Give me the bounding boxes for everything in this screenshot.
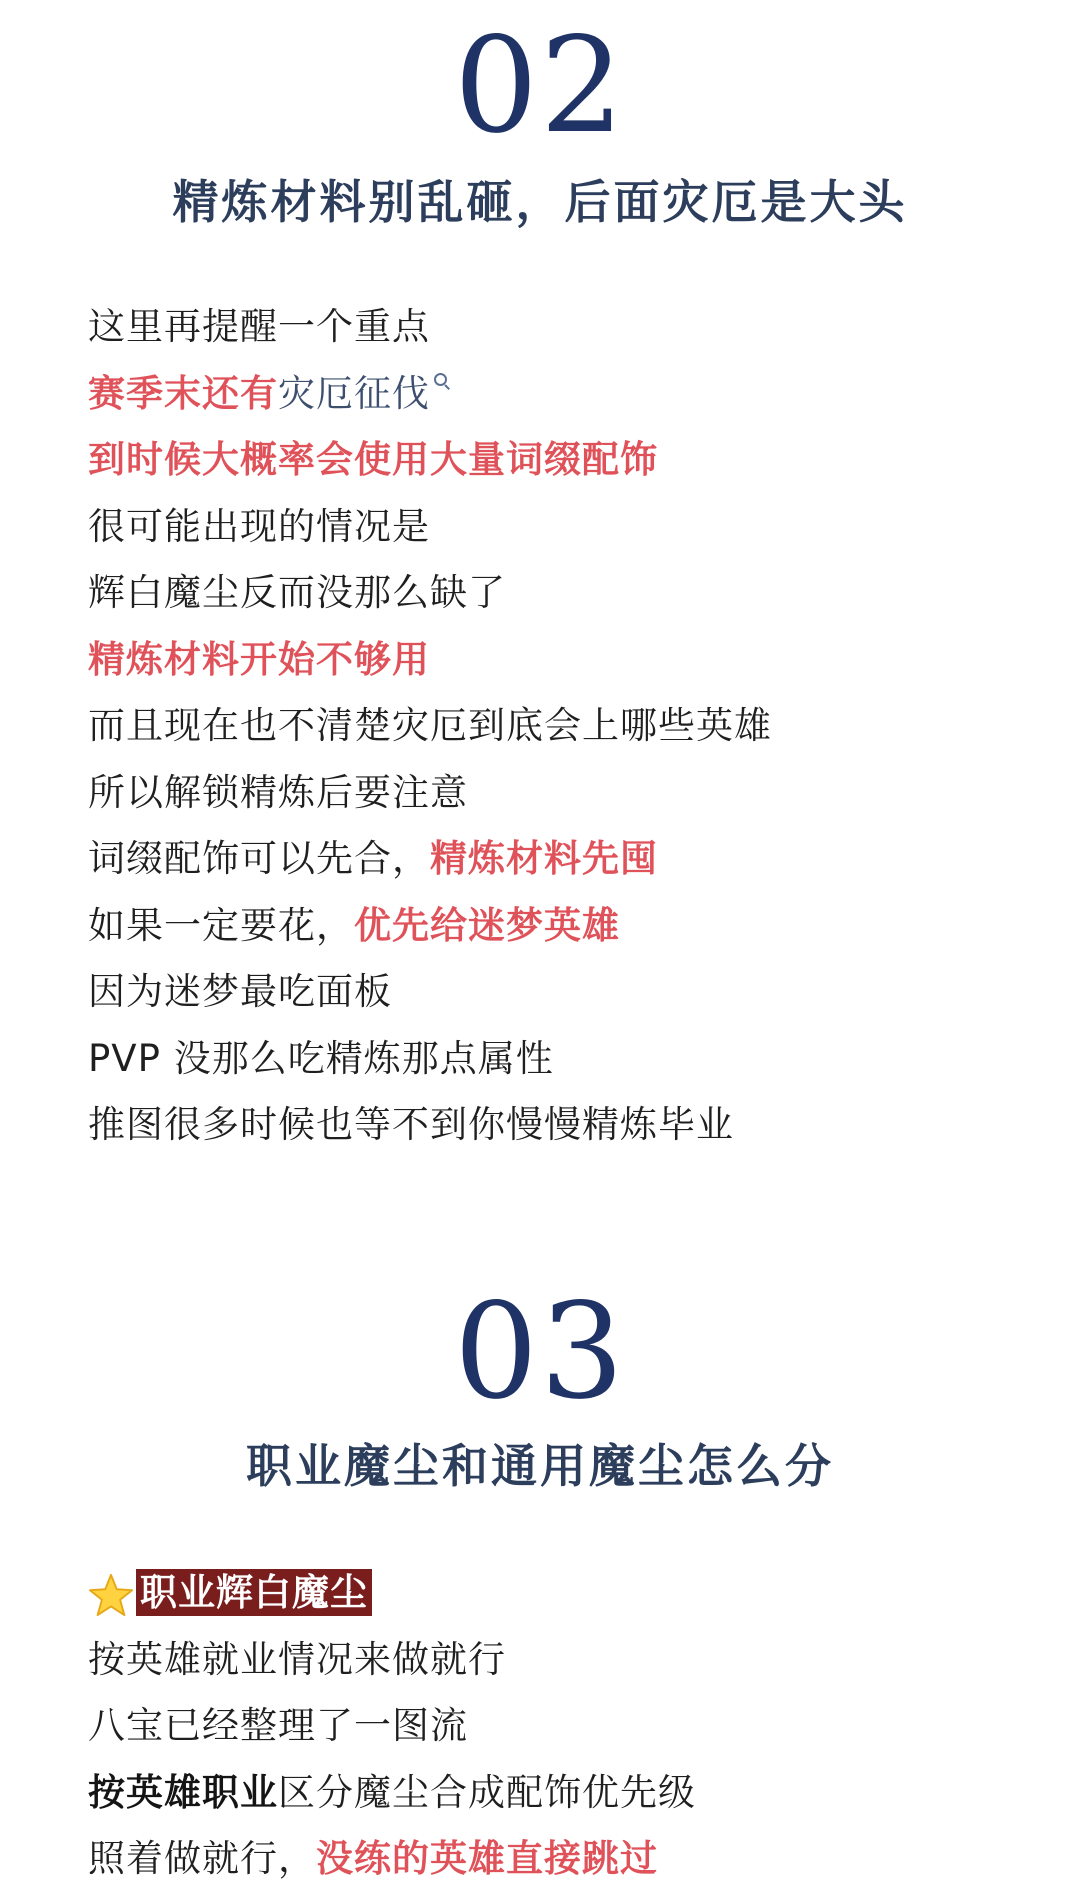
text-segment: 如果一定要花， — [88, 903, 354, 947]
star-icon — [88, 1573, 134, 1617]
text-segment: 照着做就行， — [88, 1837, 316, 1880]
section-body — [88, 1560, 1038, 1893]
text-line — [88, 893, 1038, 960]
text-line: PVP 没那么吃精炼那点属性 — [88, 1036, 554, 1080]
highlight-text: 优先给迷梦英雄 — [354, 903, 620, 947]
search-icon[interactable] — [434, 373, 450, 389]
section-number: 02 — [454, 9, 626, 163]
highlight-line: 到时候大概率会使用大量词缀配饰 — [88, 438, 658, 481]
text-line — [88, 361, 1038, 428]
section-number: 03 — [454, 1275, 626, 1429]
text-line: 很可能出现的情况是 — [88, 504, 430, 548]
highlight-text: 没练的英雄直接跳过 — [316, 1837, 658, 1880]
section-body — [88, 294, 1038, 1159]
text-line: 这里再提醒一个重点 — [88, 305, 430, 348]
section-title: 职业魔尘和通用魔尘怎么分 — [246, 1439, 834, 1493]
highlight-line: 精炼材料开始不够用 — [88, 637, 430, 681]
highlight-text: 精炼材料先囤 — [430, 837, 658, 880]
text-line — [88, 1826, 1038, 1893]
text-line: 辉白魔尘反而没那么缺了 — [88, 571, 506, 614]
text-line: 所以解锁精炼后要注意 — [88, 770, 468, 814]
text-line: 而且现在也不清楚灾厄到底会上哪些英雄 — [88, 704, 772, 747]
text-line: 推图很多时候也等不到你慢慢精炼毕业 — [88, 1103, 734, 1146]
text-line — [88, 826, 1038, 893]
section-title: 精炼材料别乱砸，后面灾厄是大头 — [172, 175, 908, 229]
text-line — [88, 1760, 1038, 1827]
search-link[interactable]: 灾厄征伐 — [278, 371, 430, 415]
text-segment: 词缀配饰可以先合， — [88, 837, 430, 880]
text-line: 按英雄就业情况来做就行 — [88, 1637, 506, 1681]
highlight-text: 赛季末还有 — [88, 371, 278, 415]
text-segment: 区分魔尘合成配饰优先级 — [278, 1770, 696, 1814]
text-line: 八宝已经整理了一图流 — [88, 1704, 468, 1747]
text-line: 因为迷梦最吃面板 — [88, 970, 392, 1013]
bold-text: 按英雄职业 — [88, 1770, 278, 1814]
highlighted-subheading: 职业辉白魔尘 — [136, 1569, 372, 1616]
subheading-line — [88, 1560, 1038, 1627]
